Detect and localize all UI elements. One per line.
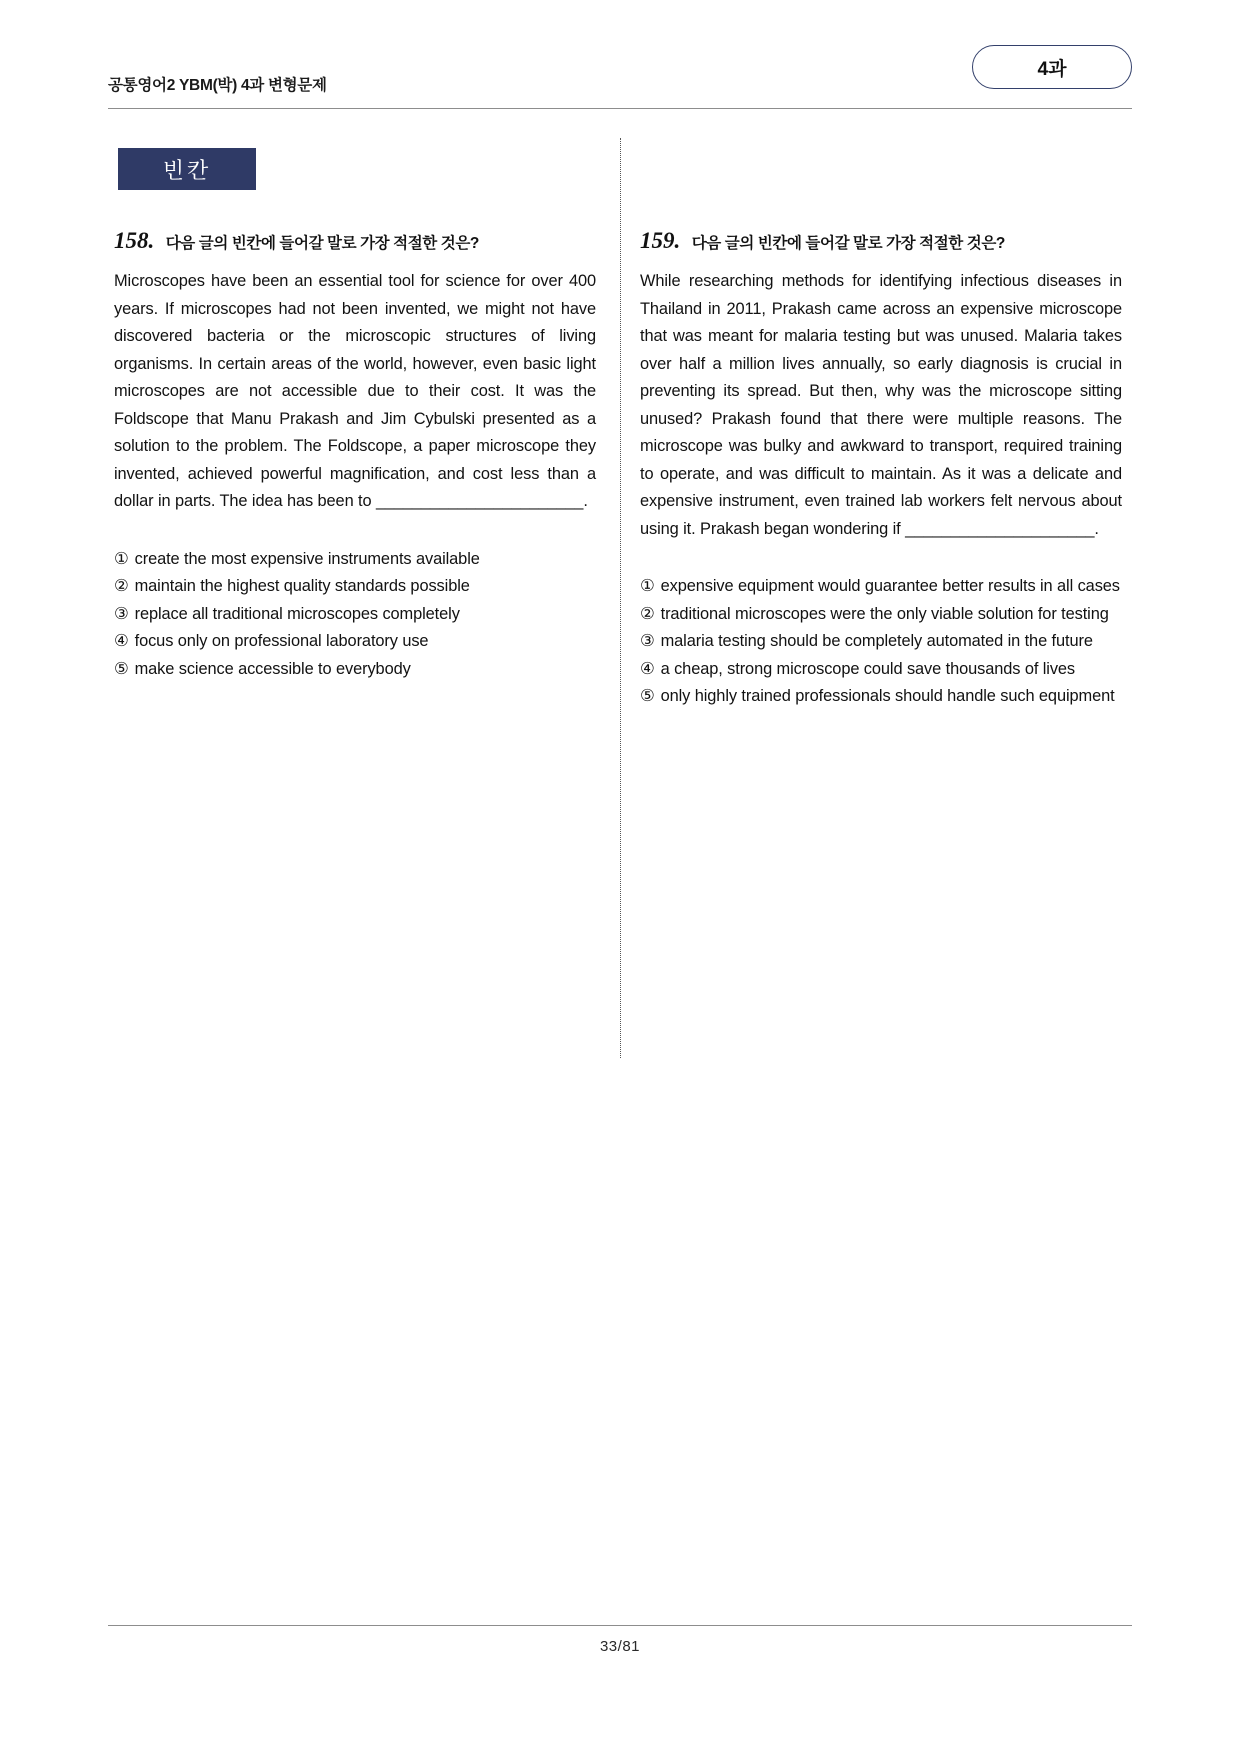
section-tag: [118, 148, 256, 190]
answer-choices: [640, 573, 1122, 711]
answer-choice[interactable]: [114, 628, 596, 656]
question-number: 158.: [114, 228, 155, 253]
choice-marker: ⑤: [114, 659, 129, 678]
question-heading: [114, 228, 596, 254]
question-passage: While researching methods for identifying infectious diseases in Thailand in 2011, Prakash came across an expensive microscope that was meant for malaria testing but was unused. Malaria takes over half a million lives annually, so early diagnosis is crucial in preventing its spread. But then, why was the microscope sitting unused? Prakash found that there were multiple reasons. The microscope was bulky and awkward to transport, required training to operate, and was difficult to maintain. As it was a delicate and expensive instrument, even trained lab workers felt nervous about using it. Prakash began wondering if _____________________.: [640, 272, 1122, 538]
answer-choice[interactable]: [114, 546, 596, 574]
choice-marker: ⑤: [640, 687, 655, 705]
choice-marker: ②: [640, 604, 655, 623]
choice-text: maintain the highest quality standards possible: [134, 577, 470, 595]
choice-marker: ③: [114, 604, 129, 623]
choice-marker: ①: [640, 577, 655, 595]
choice-text: expensive equipment would guarantee better results in all cases: [660, 577, 1120, 595]
answer-choice[interactable]: [114, 656, 596, 684]
choice-text: focus only on professional laboratory use: [134, 632, 429, 650]
choice-text: traditional microscopes were the only viable solution for testing: [660, 604, 1109, 623]
choice-text: malaria testing should be completely automated in the future: [660, 632, 1093, 650]
question-block-158: [114, 228, 596, 683]
choice-text: replace all traditional microscopes completely: [134, 604, 460, 623]
footer-divider: [108, 1625, 1132, 1626]
choice-marker: ①: [114, 549, 129, 568]
lesson-badge-label: 4과: [1037, 58, 1067, 80]
lesson-badge: [972, 45, 1132, 89]
question-prompt: 다음 글의 빈칸에 들어갈 말로 가장 적절한 것은?: [165, 235, 480, 252]
question-passage: Microscopes have been an essential tool for science for over 400 years. If microscopes had not been invented, we might not have discovered bacteria or the microscopic structures of living organisms. In certain areas of the world, however, even basic light microscopes are not accessible due to their cost. It was the Foldscope that Manu Prakash and Jim Cybulski presented as a solution to the problem. The Foldscope, a paper microscope they invented, achieved powerful magnification, and cost less than a dollar in parts. The idea has been to _______________________.: [114, 272, 596, 510]
choice-text: a cheap, strong microscope could save thousands of lives: [660, 659, 1076, 678]
section-tag-label: 빈칸: [162, 157, 212, 183]
choice-text: make science accessible to everybody: [134, 659, 411, 678]
choice-text: create the most expensive instruments available: [134, 549, 480, 568]
header-divider: [108, 108, 1132, 109]
choice-marker: ②: [114, 577, 129, 595]
question-prompt: 다음 글의 빈칸에 들어갈 말로 가장 적절한 것은?: [691, 235, 1006, 252]
column-divider: [620, 138, 621, 1058]
header-title: 공통영어2 YBM(박) 4과 변형문제: [108, 77, 327, 94]
answer-choice[interactable]: [640, 573, 1122, 601]
page-header: [108, 45, 1132, 107]
answer-choice[interactable]: [114, 573, 596, 601]
question-number: 159.: [640, 228, 681, 253]
page-number: 33/81: [599, 1638, 641, 1655]
choice-text: only highly trained professionals should handle such equipment: [660, 687, 1115, 705]
answer-choice[interactable]: [114, 601, 596, 629]
choice-marker: ④: [640, 659, 655, 678]
choice-marker: ④: [114, 632, 129, 650]
answer-choice[interactable]: [640, 683, 1122, 711]
answer-choices: [114, 546, 596, 684]
question-block-159: [640, 228, 1122, 711]
answer-choice[interactable]: [640, 628, 1122, 656]
question-heading: [640, 228, 1122, 254]
choice-marker: ③: [640, 632, 655, 650]
answer-choice[interactable]: [640, 601, 1122, 629]
answer-choice[interactable]: [640, 656, 1122, 684]
